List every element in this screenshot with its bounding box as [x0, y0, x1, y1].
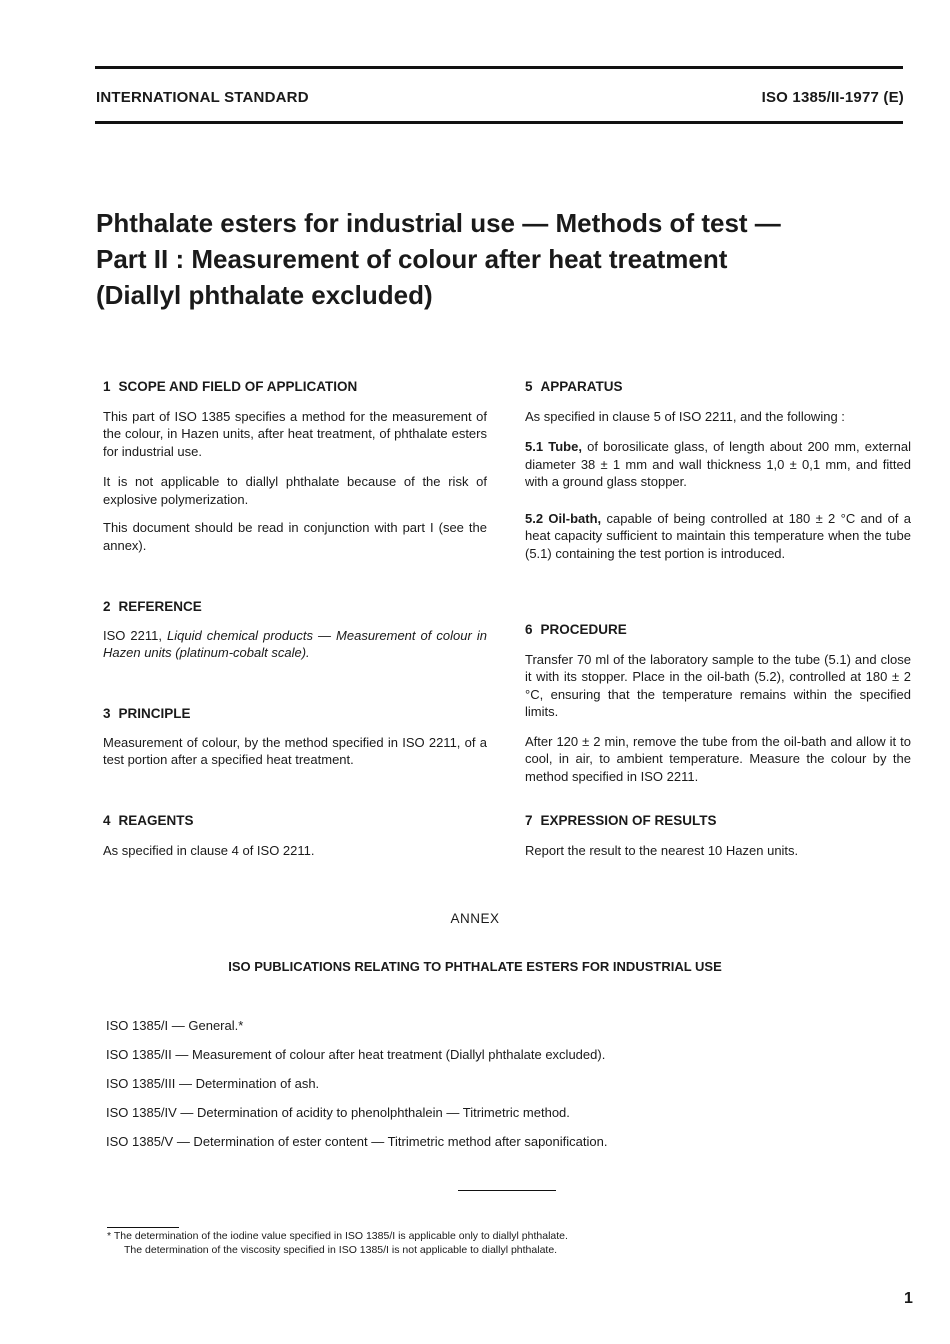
paragraph: This part of ISO 1385 specifies a method for the measurement of the colour, in Hazen units, after heat treatment, of phthalate esters for industrial use.: [103, 408, 487, 459]
list-item: ISO 1385/II — Measurement of colour after heat treatment (Diallyl phthalate excluded).: [106, 1047, 606, 1062]
section-procedure: [525, 621, 911, 785]
section-heading: 7 EXPRESSION OF RESULTS: [525, 813, 717, 828]
title-line-3: (Diallyl phthalate excluded): [96, 280, 433, 310]
title-line-2: Part II : Measurement of colour after heat treatment: [96, 244, 728, 274]
document-type: INTERNATIONAL STANDARD: [96, 89, 309, 106]
section-heading: 5 APPARATUS: [525, 379, 623, 394]
end-divider: [458, 1190, 556, 1191]
page-title: [96, 205, 896, 313]
section-scope: [103, 378, 487, 554]
section-heading: 2 REFERENCE: [103, 599, 202, 614]
annex-list: [106, 1017, 886, 1162]
paragraph: As specified in clause 5 of ISO 2211, and the following :: [525, 408, 845, 424]
paragraph: Measurement of colour, by the method specified in ISO 2211, of a test portion after a specified heat treatment.: [103, 734, 487, 767]
section-apparatus: [525, 378, 911, 562]
page-number: 1: [904, 1290, 913, 1307]
section-principle: [103, 705, 487, 769]
footnote-line-1: * The determination of the iodine value specified in ISO 1385/I is applicable only to diallyl phthalate.: [107, 1230, 568, 1242]
paragraph: This document should be read in conjunction with part I (see the annex).: [103, 520, 487, 553]
header-rule-top: [95, 66, 903, 69]
header-rule-bottom: [95, 121, 903, 124]
section-heading: 3 PRINCIPLE: [103, 706, 191, 721]
section-reference: [103, 598, 487, 662]
footnote-line-2: The determination of the viscosity specified in ISO 1385/I is not applicable to diallyl phthalate.: [124, 1243, 558, 1256]
list-item: ISO 1385/IV — Determination of acidity to phenolphthalein — Titrimetric method.: [106, 1105, 570, 1120]
paragraph: After 120 ± 2 min, remove the tube from the oil-bath and allow it to cool, in air, to ambient temperature. Measure the colour by the method specified in ISO 2211.: [525, 733, 911, 784]
annex-title: ISO PUBLICATIONS RELATING TO PHTHALATE ESTERS FOR INDUSTRIAL USE: [228, 959, 722, 974]
section-expression-of-results: [525, 812, 911, 859]
footnote-divider: [107, 1227, 179, 1228]
paragraph: As specified in clause 4 of ISO 2211.: [103, 842, 315, 858]
title-line-1: Phthalate esters for industrial use — Methods of test —: [96, 208, 781, 238]
list-item: ISO 1385/I — General.*: [106, 1018, 244, 1033]
paragraph: Transfer 70 ml of the laboratory sample to the tube (5.1) and close it with its stopper. Place in the oil-bath (5.2), controlled at 180 ± 2 °C, ensuring that the temperature remains within the specified limits.: [525, 651, 911, 719]
document-reference: ISO 1385/II-1977 (E): [761, 89, 904, 106]
section-heading: 4 REAGENTS: [103, 813, 194, 828]
section-heading: 1 SCOPE AND FIELD OF APPLICATION: [103, 379, 358, 394]
list-item: ISO 1385/III — Determination of ash.: [106, 1076, 320, 1091]
paragraph: ISO 2211, Liquid chemical products — Measurement of colour in Hazen units (platinum-cobalt scale).: [103, 627, 487, 660]
paragraph: It is not applicable to diallyl phthalate because of the risk of explosive polymerization.: [103, 474, 487, 507]
footnote: [107, 1230, 887, 1257]
subclause-oil-bath: 5.2 Oil-bath, capable of being controlled at 180 ± 2 °C and of a heat capacity sufficient to maintain this temperature when the tube (5.1) containing the test portion is introduced.: [525, 510, 911, 561]
subclause-tube: 5.1 Tube, of borosilicate glass, of length about 200 mm, external diameter 38 ± 1 mm and wall thickness 1,0 ± 0,1 mm, and fitted with a ground glass stopper.: [525, 439, 911, 489]
annex-label: ANNEX: [450, 911, 500, 926]
list-item: ISO 1385/V — Determination of ester content — Titrimetric method after saponification.: [106, 1134, 608, 1149]
section-heading: 6 PROCEDURE: [525, 622, 627, 637]
paragraph: Report the result to the nearest 10 Hazen units.: [525, 842, 799, 858]
section-reagents: [103, 812, 487, 859]
